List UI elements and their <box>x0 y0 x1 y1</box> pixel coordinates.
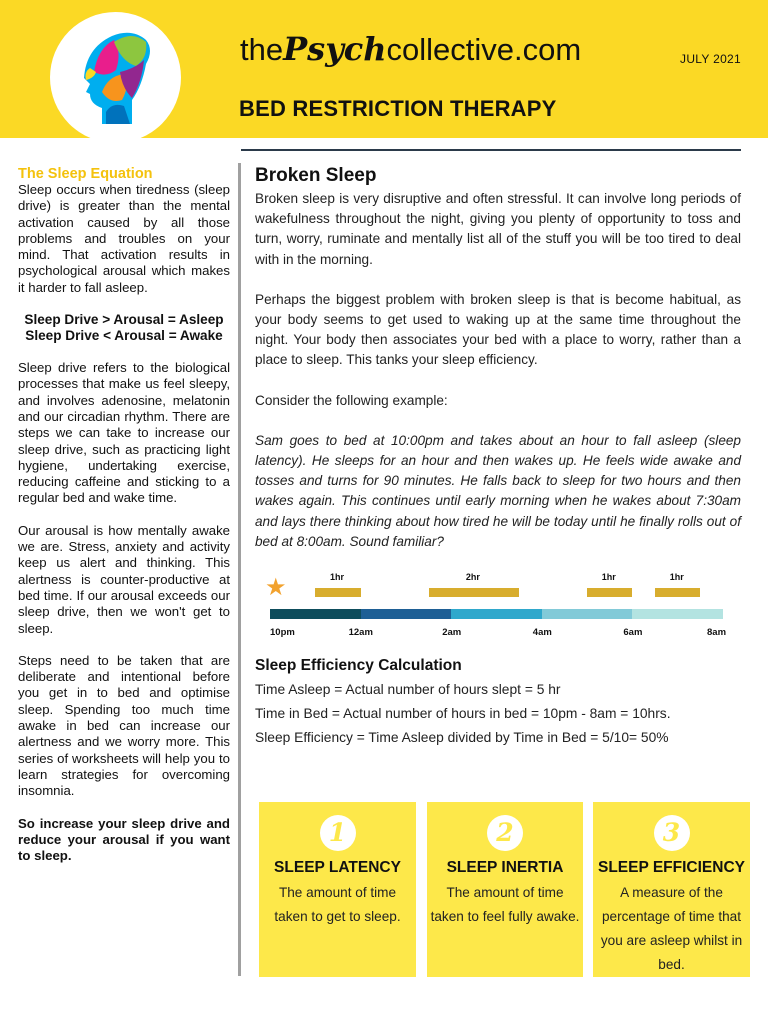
timeline-tick-label: 8am <box>707 627 727 638</box>
number-badge: 3 <box>654 815 690 851</box>
timeline-band <box>270 609 361 619</box>
timeline-tick-label: 2am <box>442 627 462 638</box>
steps-paragraph: Steps need to be taken that are deliberate and intentional before you get in to bed and optimise sleep. Spending too much time awake in bed can increase our alertness and we worry more. This series of worksheets will help you to learn strategies for overcoming insomnia. <box>18 652 230 799</box>
timeline-band <box>632 609 723 619</box>
head-logo-icon <box>50 12 181 143</box>
number-badge: 1 <box>320 815 356 851</box>
header-banner <box>0 0 768 138</box>
sleep-timeline <box>262 568 732 648</box>
card-title: SLEEP LATENCY <box>274 859 401 876</box>
card-title: SLEEP INERTIA <box>446 859 564 876</box>
broken-sleep-paragraph-1: Broken sleep is very disruptive and often stressful. It can involve long periods of wakefulness throughout the night, giving you plenty of opportunity to toss and turn, worry, ruminate and mentally list all of the stuff you will be too tired to deal with in the morning. <box>255 191 741 267</box>
sleep-block-label: 1hr <box>669 572 684 582</box>
sleep-efficiency-calculation <box>255 656 741 750</box>
card-sleep-inertia <box>427 802 583 977</box>
time-in-bed-line: Time in Bed = Actual number of hours in bed = 10pm - 8am = 10hrs. <box>255 706 671 721</box>
sleep-drive-paragraph: Sleep drive refers to the biological processes that make us feel sleepy, and involves adenosine, melatonin and our circadian rhythm. There are steps we can take to increase our sleep drive, such as practicing light hygiene, undertaking exercise, reducing caffeine and sticking to a regular bed and wake time. <box>18 360 230 506</box>
sleep-equation-column <box>18 166 230 864</box>
broken-sleep-paragraph-2: Perhaps the biggest problem with broken sleep is that is become habitual, as your body seems to get used to waking up at the same time throughout the night. Your body then associates your bed with a place to worry, rather than a place to sleep. This tanks your sleep efficiency. <box>255 291 741 368</box>
arousal-paragraph: Our arousal is how mentally awake we are. Stress, anxiety and activity keep us alert and thinking. This alertness is counter-productive at bed time. If our arousal exceeds our sleep drive, then we won't get to sleep. <box>18 522 230 636</box>
sleep-block <box>315 588 360 597</box>
timeline-tick-label: 10pm <box>270 627 295 638</box>
card-sleep-latency <box>259 802 416 977</box>
equation-asleep: Sleep Drive > Arousal = Asleep <box>24 312 224 328</box>
example-story: Sam goes to bed at 10:00pm and takes about an hour to fall asleep (sleep latency). He sleeps for an hour and then wakes up. He feels wide awake and tosses and turns for 90 minutes. He falls back to sleep for two hours and then wakes again. This continues until early morning when he wakes about 7:30am and lays there thinking about how tired he will be today until he finally rolls out of bed at 8:00am. Sound familiar? <box>255 432 741 549</box>
timeline-band <box>361 609 452 619</box>
card-description: A measure of the percentage of time that you are asleep whilst in bed. <box>600 885 743 972</box>
time-asleep-line: Time Asleep = Actual number of hours slept = 5 hr <box>255 682 561 697</box>
sleep-efficiency-line: Sleep Efficiency = Time Asleep divided by Time in Bed = 5/10= 50% <box>255 730 669 745</box>
summary-paragraph: So increase your sleep drive and reduce your arousal if you want to sleep. <box>18 815 230 864</box>
sleep-block-label: 2hr <box>465 572 480 582</box>
calculation-heading: Sleep Efficiency Calculation <box>255 657 462 674</box>
document-title: BED RESTRICTION THERAPY <box>239 96 557 121</box>
equation-awake: Sleep Drive < Arousal = Awake <box>25 328 223 344</box>
sleep-block <box>429 588 520 597</box>
brand-name: thePsychcollective.com <box>240 30 582 68</box>
sleep-block <box>587 588 632 597</box>
header-divider <box>241 149 741 151</box>
timeline-tick-label: 12am <box>348 627 373 638</box>
card-description: The amount of time taken to get to sleep. <box>274 885 401 924</box>
issue-date: JULY 2021 <box>680 52 741 66</box>
card-sleep-efficiency <box>593 802 750 977</box>
sleep-block <box>655 588 700 597</box>
timeline-band <box>451 609 542 619</box>
star-icon: ★ <box>265 574 287 601</box>
number-badge: 2 <box>487 815 523 851</box>
timeline-tick-label: 4am <box>532 627 552 638</box>
timeline-tick-label: 6am <box>623 627 643 638</box>
card-description: The amount of time taken to feel fully awake. <box>430 885 580 924</box>
broken-sleep-section <box>255 163 741 552</box>
column-divider <box>238 163 241 976</box>
sleep-equation-intro: Sleep occurs when tiredness (sleep drive) is greater than the mental activation caused by all those problems and troubles on your mind. That activation results in psychological arousal which makes it harder to fall asleep. <box>18 182 230 295</box>
head-silhouette-icon <box>50 12 181 143</box>
sleep-equation-heading: The Sleep Equation <box>18 166 153 182</box>
timeline-band <box>542 609 633 619</box>
example-intro: Consider the following example: <box>255 392 448 408</box>
sleep-block-label: 1hr <box>329 572 344 582</box>
sleep-block-label: 1hr <box>601 572 616 582</box>
broken-sleep-heading: Broken Sleep <box>255 165 377 186</box>
card-title: SLEEP EFFICIENCY <box>598 859 745 876</box>
